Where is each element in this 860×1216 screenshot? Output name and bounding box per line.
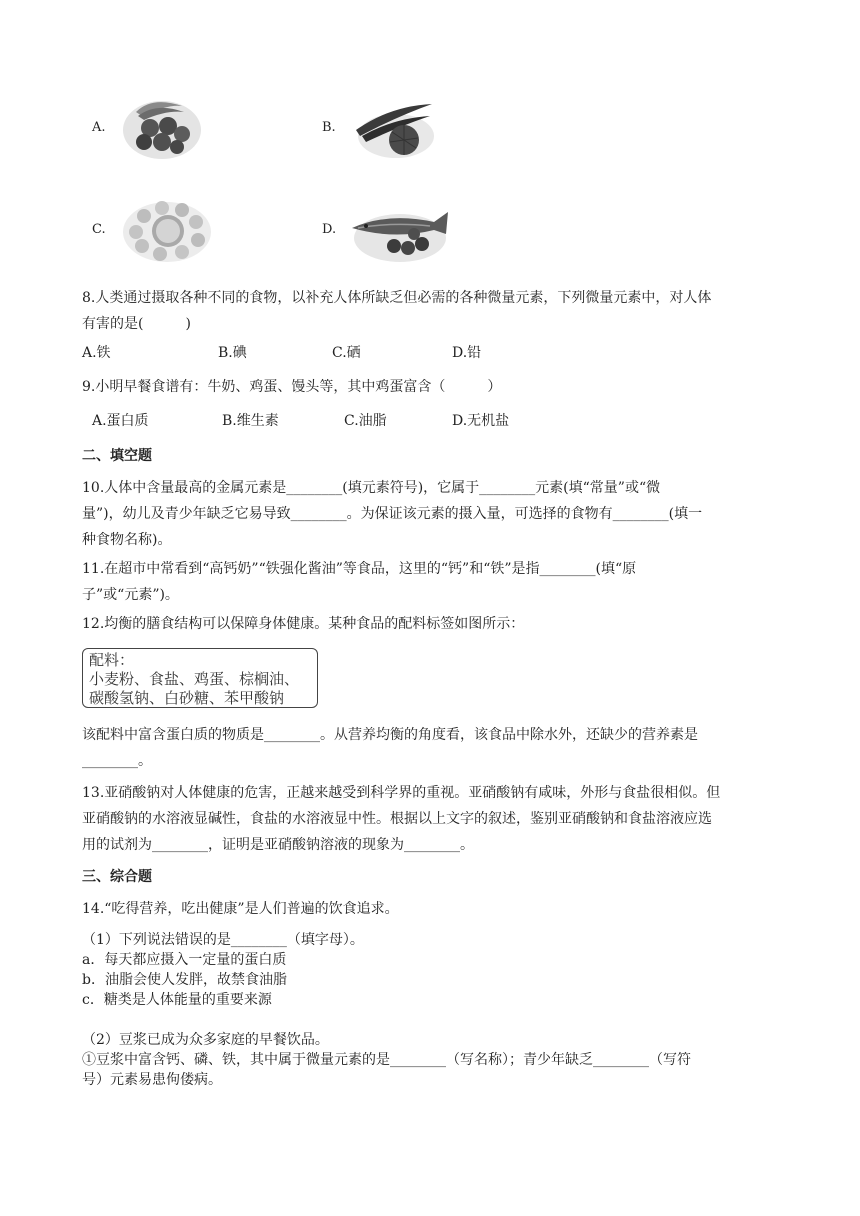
q13-line2: 亚硝酸钠的水溶液显碱性，食盐的水溶液显中性。根据以上文字的叙述，鉴别亚硝酸钠和食盐溶液应选 [82, 811, 712, 827]
q14-part2-stem: （2）豆浆已成为众多家庭的早餐饮品。 [82, 1032, 329, 1048]
q12-after-line1: 该配料中富含蛋白质的物质是________。从营养均衡的角度看，该食品中除水外，还缺少的营养素是 [82, 727, 698, 743]
fish-plate-image [348, 204, 452, 264]
q14-part1 [82, 930, 364, 1010]
q13-line1: 13.亚硝酸钠对人体健康的危害，正越来越受到科学界的重视。亚硝酸钠有咸味，外形与食盐很相似。但 [82, 785, 721, 801]
q8-stem [82, 285, 782, 337]
q14-stem: 14.“吃得营养，吃出健康”是人们普遍的饮食追求。 [82, 901, 399, 917]
q11-text [82, 556, 782, 608]
label-title: 配料： [89, 651, 135, 669]
q14-part2-line2: 号）元素易患佝偻病。 [82, 1072, 222, 1088]
q10-line1: 10.人体中含量最高的金属元素是________(填元素符号)，它属于________元素(填“常量”或“微 [82, 480, 661, 496]
q8-option-a: A.铁 [82, 345, 111, 361]
q14-part2 [82, 1030, 782, 1090]
q8-stem-line2: 有害的是( ) [82, 316, 191, 332]
q9-option-a: A.蛋白质 [92, 413, 149, 429]
section-heading-comprehensive: 三、综合题 [82, 869, 152, 885]
q8-option-c: C.硒 [332, 345, 361, 361]
q9-option-c: C.油脂 [344, 413, 387, 429]
option-d-label: D. [322, 222, 337, 237]
q14-part1-stem: （1）下列说法错误的是________（填字母）。 [82, 932, 364, 948]
q12-after-text [82, 722, 782, 774]
q10-text [82, 475, 782, 553]
label-line-1: 小麦粉、食盐、鸡蛋、棕榈油、 [89, 670, 300, 688]
ingredient-label-box [82, 648, 318, 708]
q14-choice-b: b．油脂会使人发胖，故禁食油脂 [82, 972, 287, 988]
q12-stem: 12.均衡的膳食结构可以保障身体健康。某种食品的配料标签如图所示： [82, 616, 525, 632]
q8-stem-line1: 8.人类通过摄取各种不同的食物，以补充人体所缺乏但必需的各种微量元素，下列微量元素中，对人体 [82, 290, 712, 306]
q14-choice-c: c．糖类是人体能量的重要来源 [82, 992, 272, 1008]
q8-option-b: B.碘 [218, 345, 247, 361]
q8-option-d: D.铅 [452, 345, 482, 361]
option-a-label: A. [92, 120, 106, 135]
q13-line3: 用的试剂为________，证明是亚硝酸钠溶液的现象为________。 [82, 837, 474, 853]
q12-after-line2: ________。 [82, 753, 152, 769]
q14-part2-line1: ①豆浆中富含钙、磷、铁，其中属于微量元素的是________（写名称）；青少年缺乏________（写符 [82, 1052, 691, 1068]
q10-line2: 量”)，幼儿及青少年缺乏它易导致________。为保证该元素的摄入量，可选择的食物有________(填一 [82, 506, 703, 522]
q10-line3: 种食物名称)。 [82, 532, 172, 548]
q13-text [82, 780, 782, 858]
q11-line2: 子”或“元素”)。 [82, 587, 179, 603]
vegetable-plate-image [350, 96, 436, 160]
q9-stem: 9.小明早餐食谱有：牛奶、鸡蛋、馒头等，其中鸡蛋富含（ ） [82, 379, 502, 395]
q11-line1: 11.在超市中常看到“高钙奶”“铁强化酱油”等食品，这里的“钙”和“铁”是指________(填“原 [82, 561, 637, 577]
label-line-2: 碳酸氢钠、白砂糖、苯甲酸钠 [89, 689, 285, 707]
option-c-label: C. [92, 222, 106, 237]
q14-choice-a: a．每天都应摄入一定量的蛋白质 [82, 952, 287, 968]
q9-option-b: B.维生素 [222, 413, 279, 429]
q9-option-d: D.无机盐 [452, 413, 510, 429]
fruit-plate-image [122, 92, 202, 160]
section-heading-fill-blank: 二、填空题 [82, 448, 152, 464]
option-b-label: B. [322, 120, 336, 135]
grain-plate-image [122, 196, 212, 264]
